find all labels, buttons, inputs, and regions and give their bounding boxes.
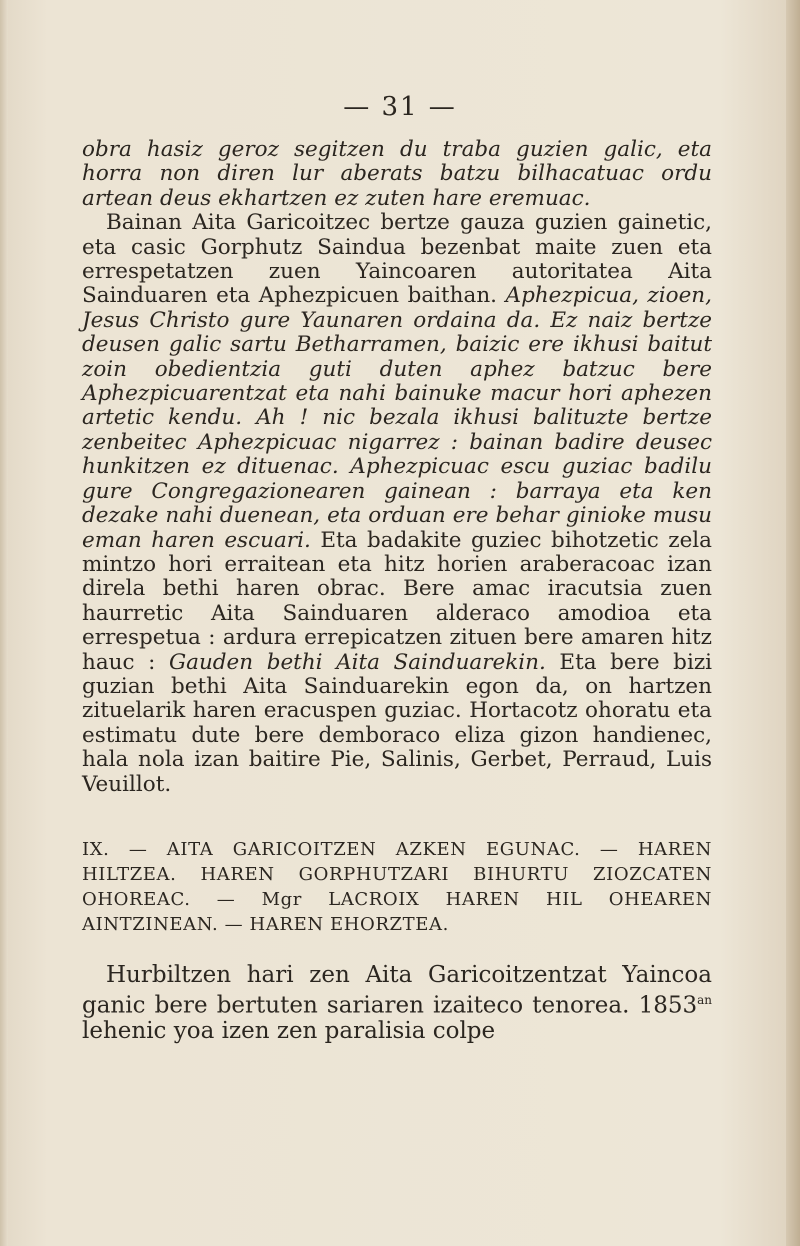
paragraph-2-quote-a: Aphezpicua, zioen, Jesus Christo gure Yaunaren ordaina da. Ez naiz bertze deusen galic sartu Betharramen, baizic ere ikhusi baitut zoin obedientzia guti duten aphez batzuc bere Aphezpicuarentzat eta nahi bainuke macur hori aphezen artetic kendu. Ah ! nic bezala ikhusi balituzte bertze zenbeitec Aphezpicuac nigarrez : bainan badire deusec hunkitzen ez dituenac. Aphezpicuac escu guziac badilu gure Congregazionearen gainean : barraya eta ken dezake nahi duenean, eta orduan ere behar ginioke musu eman haren escuari.: [82, 283, 712, 553]
paragraph-2-text-c: Eta bere bizi guzian bethi Aita Sainduarekin egon da, on hartzen zituelarik haren eracuspen guziac. Hortacotz ohoratu eta estimatu dute bere demboraco eliza gizon handienec, hala nola izan baitire Pie, Salinis, Gerbet, Perraud, Luis Veuillot.: [82, 649, 713, 797]
paragraph-2: [82, 211, 712, 797]
paragraph-3: [82, 963, 712, 1044]
page-body: [82, 138, 712, 1044]
paragraph-3-superscript: an: [697, 992, 712, 1007]
page-right-edge: [786, 0, 800, 1246]
paragraph-3-text-b: lehenic yoa izen zen paralisia colpe: [82, 1017, 496, 1044]
paragraph-2-quote-b: Gauden bethi Aita Sainduarekin.: [168, 649, 546, 675]
chapter-heading: IX. — AITA GARICOITZEN AZKEN EGUNAC. — HAREN HILTZEA. HAREN GORPHUTZARI BIHURTU ZIOZCATEN OHOREAC. — Mgr LACROIX HAREN HIL OHEAREN AINTZINEAN. — HAREN EHORZTEA.: [82, 838, 712, 935]
paragraph-1: obra hasiz geroz segitzen du traba guzien galic, eta horra non diren lur aberats batzu bilhacatuac ordu artean deus ekhartzen ez zuten hare eremuac.: [82, 137, 712, 211]
page-left-edge: [0, 0, 8, 1246]
paragraph-2-text-a: Bainan Aita Garicoitzec bertze gauza guzien gainetic, eta casic Gorphutz Saindua bezenbat maite zuen eta errespetatzen zuen Yaincoaren autoritatea Aita Sainduaren eta Aphezpicuen baithan.: [82, 210, 712, 309]
paragraph-2-text-b: Eta badakite guziec bihotzetic zela mintzo hori erraitean eta hitz horien araberacoac izan direla bethi haren obrac. Bere amac iracutsia zuen haurretic Aita Sainduaren alderaco amodioa eta errespetua : ardura errepicatzen zituen bere amaren hitz hauc :: [82, 527, 712, 675]
page-number: — 31 —: [343, 92, 457, 122]
paragraph-3-text-a: Hurbiltzen hari zen Aita Garicoitzentzat Yaincoa ganic bere bertuten sariaren izaiteco tenorea. 1853: [82, 961, 712, 1019]
